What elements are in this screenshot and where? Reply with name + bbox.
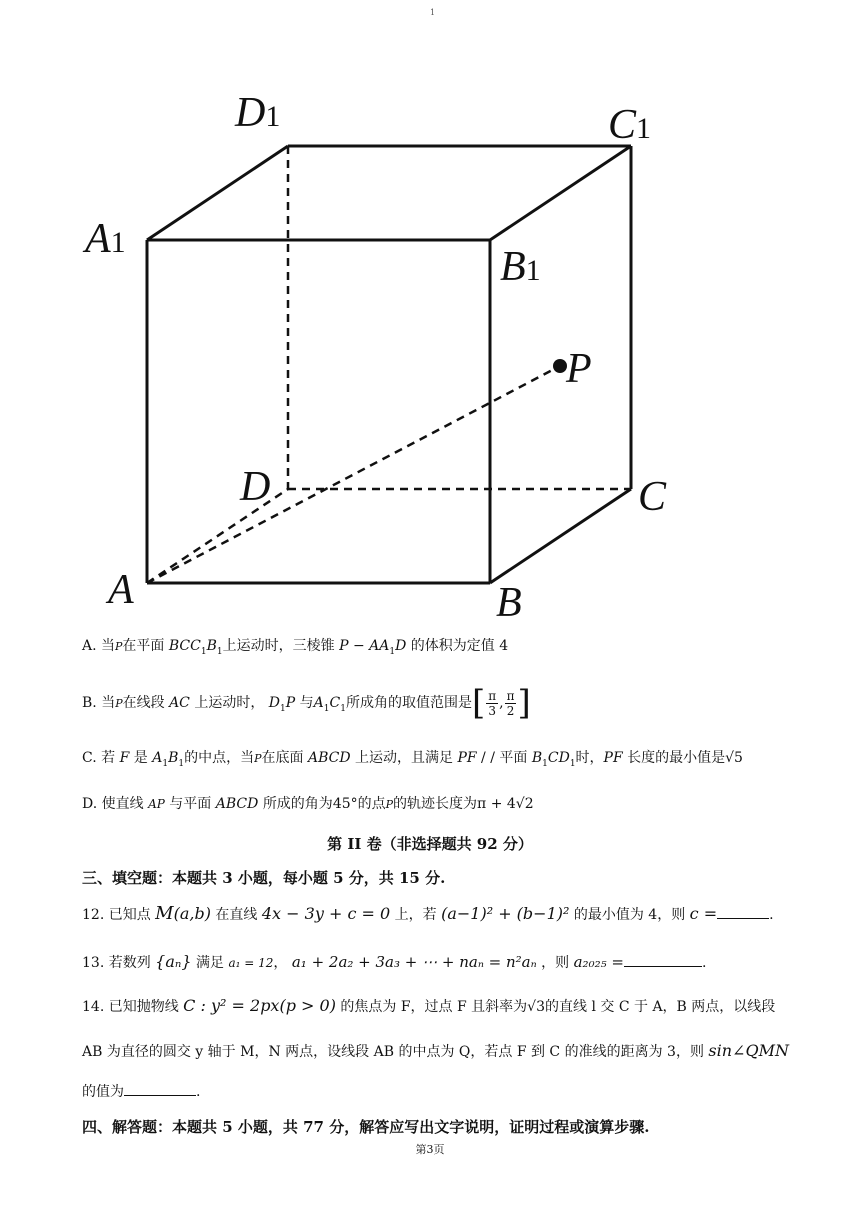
option-d: D. 使直线 AP 与平面 ABCD 所成的角为45°的点P的轨迹长度为π + 4√2 bbox=[82, 796, 534, 812]
edge-b1-c1 bbox=[490, 146, 631, 240]
label-a: A bbox=[108, 567, 134, 613]
edge-a1-d1 bbox=[147, 146, 288, 240]
question-14-line-3: 的值为 . bbox=[82, 1084, 201, 1100]
question-13: 13. 若数列 {aₙ} 满足 a₁ = 12， a₁ + 2a₂ + 3a₃ + ⋯ + naₙ = n²aₙ ，则 a₂₀₂₅ = . bbox=[82, 952, 707, 971]
label-d: D bbox=[240, 464, 271, 510]
section-3-title: 三、填空题：本题共 3 小题，每小题 5 分，共 15 分. bbox=[82, 869, 446, 887]
page-footer: 第3页 bbox=[415, 1143, 445, 1156]
point-p-dot bbox=[553, 359, 567, 373]
question-14-line-1: 14. 已知抛物线 C : y² = 2px(p > 0) 的焦点为 F，过点 F 且斜率为√3的直线 l 交 C 于 A，B 两点，以线段 bbox=[82, 996, 776, 1015]
cube-figure bbox=[80, 80, 700, 630]
question-14-line-2: AB 为直径的圆交 y 轴于 M，N 两点，设线段 AB 的中点为 Q，若点 F 到 C 的准线的距离为 3，则 sin∠QMN bbox=[82, 1041, 789, 1060]
page-top-mark: 1 bbox=[430, 8, 436, 17]
edge-b-c bbox=[490, 489, 631, 583]
label-d1: D1 bbox=[235, 90, 281, 136]
answer-blank-14[interactable] bbox=[124, 1083, 196, 1096]
answer-blank-13[interactable] bbox=[624, 954, 702, 967]
label-c1: C1 bbox=[608, 102, 652, 148]
answer-blank-12[interactable] bbox=[717, 906, 769, 919]
label-a1: A1 bbox=[85, 216, 126, 262]
option-c: C. 若 F 是 $A_1B_1$的中点，当P在底面 ABCD 上运动，且满足 PF / / 平面 $B_1CD_1$时，PF 长度的最小值是√5 bbox=[82, 750, 743, 769]
option-b: B. 当P在线段 AC 上运动时， $D_1P$ 与$A_1C_1$所成角的取值范围是[ $\frac{\pi}{3}$ , $\frac{\pi}{2}$ ] bbox=[82, 683, 531, 723]
option-a: A. 当P在平面 $BCC_1B_1$上运动时，三棱锥 $P - AA_1D$ 的体积为定值 4 bbox=[82, 638, 509, 657]
label-b1: B1 bbox=[500, 244, 541, 290]
label-p: P bbox=[566, 346, 592, 392]
label-b: B bbox=[496, 580, 522, 626]
question-12: 12. 已知点 M(a,b) 在直线 4x − 3y + c = 0 上，若 (a−1)² + (b−1)² 的最小值为 4，则 c = . bbox=[82, 903, 774, 924]
section-4-title: 四、解答题：本题共 5 小题，共 77 分，解答应写出文字说明，证明过程或演算步骤. bbox=[82, 1118, 650, 1136]
part-2-title: 第 II 卷（非选择题共 92 分） bbox=[327, 835, 533, 853]
segment-a-p bbox=[147, 366, 560, 583]
label-c: C bbox=[638, 474, 667, 520]
